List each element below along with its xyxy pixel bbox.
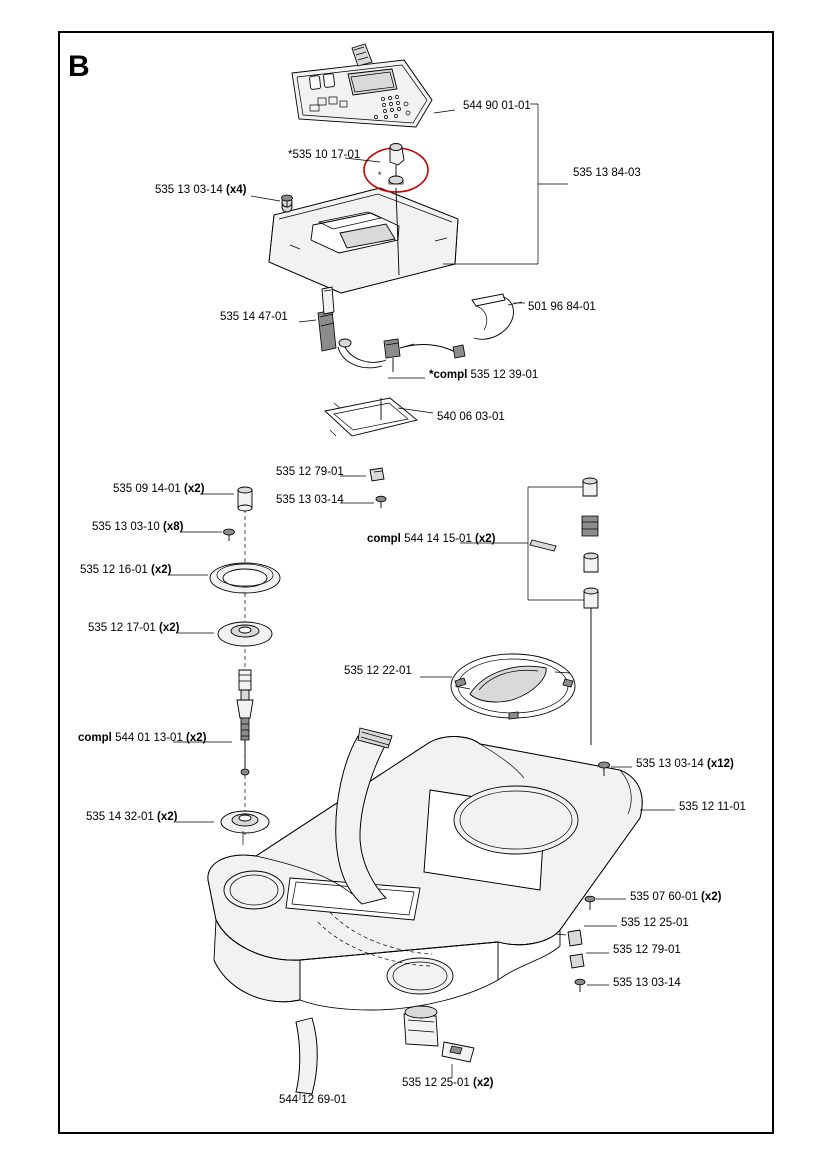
svg-text:*: *	[378, 170, 382, 180]
label-qty: (x2)	[156, 811, 178, 823]
label-535-13-03-14-x4	[155, 184, 246, 197]
part-535-12-11-01-chassis	[208, 728, 642, 1100]
label-text: 535 09 14-01	[113, 483, 184, 495]
label-text: 535 07 60-01	[630, 891, 701, 903]
label-535-13-84-03	[573, 167, 641, 180]
label-535-13-03-10-x8	[92, 521, 183, 534]
label-535-14-47-01	[220, 311, 288, 324]
label-text: 535 12 79-01	[613, 944, 681, 956]
label-qty: (x12)	[706, 758, 734, 770]
label-prefix: compl	[78, 732, 112, 744]
label-535-12-79-01-lower	[613, 944, 681, 957]
label-text: 501 96 84-01	[528, 301, 596, 313]
label-535-13-03-14-single-lower	[613, 977, 681, 990]
label-535-12-25-01-right	[621, 917, 689, 930]
part-535-12-79-01-upper	[340, 468, 386, 508]
label-535-12-22-01	[344, 665, 412, 678]
part-540-06-03-01	[325, 398, 433, 436]
label-544-90-01-01	[463, 100, 531, 113]
label-text: 535 12 22-01	[344, 665, 412, 677]
label-535-12-11-01	[679, 801, 746, 814]
part-harness-535-12-39-01	[299, 287, 465, 378]
label-544-14-15-01-x2	[367, 533, 496, 546]
part-535-12-22-01	[420, 654, 575, 719]
label-535-12-16-01-x2	[80, 564, 171, 577]
label-text: 535 12 79-01	[276, 466, 344, 478]
label-535-12-79-01-upper	[276, 466, 344, 479]
label-text: 535 14 47-01	[220, 311, 288, 323]
label-prefix: *compl	[429, 369, 468, 381]
label-text: 535 12 11-01	[679, 801, 746, 813]
part-501-96-84-01	[472, 294, 525, 339]
label-535-12-17-01-x2	[88, 622, 179, 635]
label-535-12-25-01-x2	[402, 1077, 493, 1090]
label-text: 540 06 03-01	[437, 411, 505, 423]
label-text: 544 90 01-01	[463, 100, 531, 112]
label-qty: (x4)	[225, 184, 247, 196]
label-text: 535 12 16-01	[80, 564, 151, 576]
label-535-12-39-01	[429, 369, 538, 382]
label-501-96-84-01	[528, 301, 596, 314]
label-text: 535 13 03-14	[276, 494, 344, 506]
label-text: 535 13 03-14	[613, 977, 681, 989]
label-text: 535 14 32-01	[86, 811, 157, 823]
label-qty: (x2)	[183, 483, 205, 495]
label-qty: (x2)	[150, 564, 172, 576]
label-text: 544 14 15-01	[400, 533, 476, 545]
part-upper-cover	[269, 188, 458, 293]
label-qty: (x2)	[472, 1077, 494, 1089]
label-535-14-32-01-x2	[86, 811, 177, 824]
label-535-13-03-14-x12	[636, 758, 734, 771]
label-535-07-60-01-x2	[630, 891, 721, 904]
part-544-01-13-01	[173, 670, 253, 775]
label-544-01-13-01-x2	[78, 732, 207, 745]
label-text: 535 13 84-03	[573, 167, 641, 179]
label-text: *535 10 17-01	[288, 149, 361, 161]
label-text: 535 13 03-14	[636, 758, 707, 770]
label-text: 535 12 17-01	[88, 622, 159, 634]
label-535-10-17-01	[288, 149, 360, 162]
label-text: 535 13 03-14	[155, 184, 226, 196]
label-text: 535 12 25-01	[621, 917, 689, 929]
label-text: 544 12 69-01	[279, 1094, 347, 1106]
part-keypad-membrane	[292, 44, 432, 127]
label-544-12-69-01	[279, 1094, 347, 1107]
label-535-09-14-01-x2	[113, 483, 204, 496]
label-535-13-03-14-single-upper	[276, 494, 344, 507]
label-text: 535 13 03-10	[92, 521, 163, 533]
label-text: 544 01 13-01	[111, 732, 187, 744]
label-text: 535 12 39-01	[467, 369, 539, 381]
label-540-06-03-01	[437, 411, 505, 424]
label-qty: (x2)	[700, 891, 722, 903]
label-qty: (x2)	[475, 533, 496, 545]
label-qty: (x8)	[162, 521, 184, 533]
label-prefix: compl	[367, 533, 401, 545]
label-qty: (x2)	[158, 622, 180, 634]
label-text: 535 12 25-01	[402, 1077, 473, 1089]
label-qty: (x2)	[186, 732, 207, 744]
plate-letter: B	[68, 50, 90, 83]
left-exploded-stack	[168, 487, 280, 845]
